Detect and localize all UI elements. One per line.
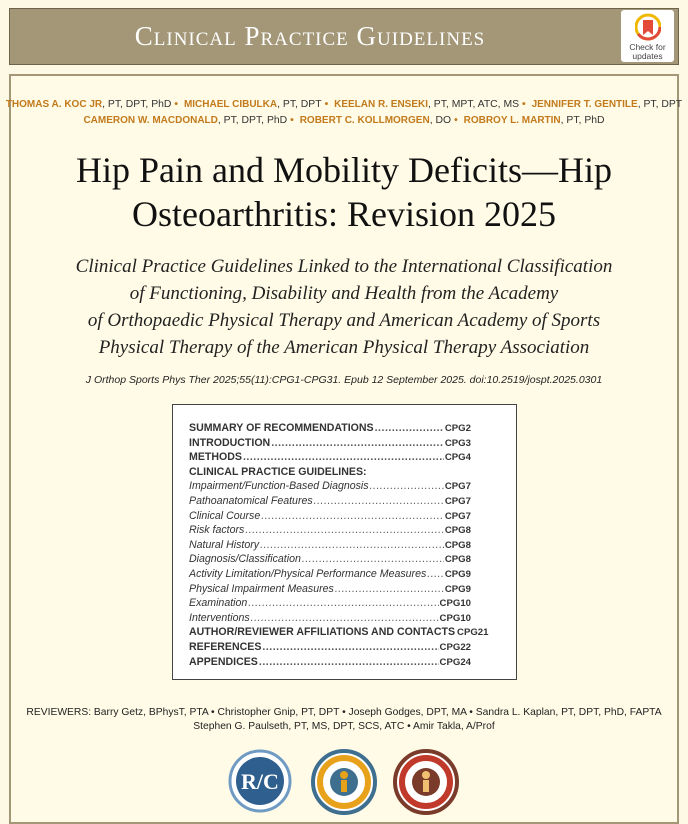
toc-entry[interactable]: [189, 421, 471, 435]
toc-entry[interactable]: [189, 509, 471, 523]
citation: J Orthop Sports Phys Ther 2025;55(11):CPG1-CPG31. Epub 12 September 2025. doi:10.2519/jospt.2025.0301: [85, 374, 603, 386]
toc-dot-leader: [248, 596, 438, 610]
author-name: THOMAS A. KOC JR: [5, 99, 103, 110]
subtitle: Clinical Practice Guidelines Linked to the International Classification of Functioning, Disability and Health from the Academy of Orthopaedic Physical Therapy and American Academy of Sports Physical Therapy of the American Physical Therapy Association: [75, 256, 613, 358]
toc-dot-leader: [370, 479, 444, 493]
toc-entry-page: CPG10: [439, 612, 471, 624]
toc-entry[interactable]: [189, 494, 471, 508]
toc-dot-leader: [251, 611, 439, 625]
toc-entry-label: Examination: [189, 597, 248, 610]
toc-entry-page: CPG10: [439, 598, 471, 610]
toc-entry[interactable]: [189, 567, 471, 581]
toc-entry-label: SUMMARY OF RECOMMENDATIONS: [189, 422, 374, 434]
toc-entry-page: CPG9: [444, 569, 471, 580]
table-of-contents: [172, 404, 517, 680]
toc-entry-page: CPG2: [444, 423, 471, 434]
aasp-logo: [393, 749, 459, 815]
author-name: CAMERON W. MACDONALD: [83, 115, 218, 126]
toc-entry-page: CPG8: [444, 554, 471, 566]
toc-entry-label: Clinical Course: [189, 509, 261, 522]
toc-entry-page: CPG7: [444, 496, 471, 507]
toc-entry-label: AUTHOR/REVIEWER AFFILIATIONS AND CONTACTS: [189, 626, 456, 639]
toc-entry[interactable]: [189, 596, 471, 610]
toc-entry-page: CPG8: [444, 539, 471, 551]
author-line-1: THOMAS A. KOC JR, PT, DPT, PhD • MICHAEL CIBULKA, PT, DPT • KEELAN R. ENSEKI, PT, MPT, ATC, MS • JENNIFER T. GENTILE, PT, DPT: [5, 99, 683, 110]
author-name: ROBROY L. MARTIN: [463, 115, 561, 126]
toc-entry-page: CPG22: [439, 642, 471, 653]
toc-entry[interactable]: [189, 582, 471, 596]
toc-dot-leader: [259, 655, 439, 669]
toc-entry-label: Pathoanatomical Features: [189, 495, 313, 507]
toc-entry-label: Risk factors: [189, 524, 245, 537]
toc-entry-label: Impairment/Function-Based Diagnosis: [189, 480, 369, 493]
toc-dot-leader: [271, 436, 444, 450]
check-for-updates-badge[interactable]: [621, 10, 674, 62]
toc-dot-leader: [245, 523, 444, 537]
toc-entry-label: APPENDICES: [189, 655, 258, 668]
toc-dot-leader: [375, 421, 444, 435]
toc-entry-page: CPG7: [444, 481, 471, 493]
toc-entry-label: INTRODUCTION: [189, 436, 271, 449]
toc-entry-page: CPG4: [444, 452, 471, 464]
toc-entry[interactable]: [189, 625, 489, 639]
header-banner: [9, 8, 679, 65]
author-name: KEELAN R. ENSEKI: [334, 99, 429, 110]
author-name: JENNIFER T. GENTILE: [531, 99, 638, 110]
reviewers: REVIEWERS: Barry Getz, BPhysT, PTA • Christopher Gnip, PT, DPT • Joseph Godges, DPT, MA • Sandra L. Kaplan, PT, DPT, PhD, FAPTA Stephen G. Paulseth, PT, MS, DPT, SCS, ATC • Amir Takla, A/Prof: [26, 707, 662, 732]
toc-entry-label: Natural History: [189, 538, 260, 551]
toc-entry[interactable]: [189, 479, 471, 493]
toc-dot-leader: [261, 509, 444, 523]
toc-entry[interactable]: [189, 436, 471, 450]
toc-entry-label: Diagnosis/Classification: [189, 553, 301, 566]
check-for-updates-label: Check for updates: [629, 42, 666, 61]
page-title: Hip Pain and Mobility Deficits—Hip Osteoarthritis: Revision 2025: [76, 150, 612, 234]
toc-entry[interactable]: [189, 611, 471, 625]
toc-entry-page: CPG24: [439, 656, 471, 668]
toc-entry-page: CPG9: [444, 583, 471, 595]
toc-entry[interactable]: [189, 450, 471, 464]
toc-entry-label: Interventions: [189, 611, 250, 624]
svg-text:R/C: R/C: [241, 769, 279, 794]
toc-entry[interactable]: [189, 465, 471, 479]
banner-title: Clinical Practice Guidelines: [134, 21, 486, 51]
toc-entry-page: CPG7: [444, 510, 471, 522]
toc-entry-label: Activity Limitation/Physical Performance Measures: [189, 568, 427, 580]
author-name: MICHAEL CIBULKA: [183, 99, 278, 110]
toc-entry-page: CPG21: [457, 627, 489, 639]
bookmark-icon: [635, 13, 661, 43]
toc-dot-leader: [262, 640, 438, 654]
toc-entry-label: METHODS: [189, 451, 242, 464]
toc-entry[interactable]: [189, 538, 471, 552]
aopt-logo: [311, 749, 377, 815]
author-name: ROBERT C. KOLLMORGEN: [299, 115, 430, 126]
author-line-2: CAMERON W. MACDONALD, PT, DPT, PhD • ROBERT C. KOLLMORGEN, DO • ROBROY L. MARTIN, PT, PhD: [83, 115, 605, 126]
toc-dot-leader: [427, 567, 444, 581]
toc-entry-label: Physical Impairment Measures: [189, 582, 334, 595]
toc-dot-leader: [335, 582, 444, 596]
author-list: [0, 97, 688, 129]
toc-entry-label: REFERENCES: [189, 641, 262, 653]
toc-dot-leader: [302, 552, 444, 566]
toc-entry[interactable]: [189, 552, 471, 566]
toc-dot-leader: [260, 538, 444, 552]
toc-dot-leader: [314, 494, 444, 508]
toc-entry-page: CPG8: [444, 525, 471, 537]
rfc-logo: [228, 749, 292, 813]
toc-entry[interactable]: [189, 523, 471, 537]
toc-entry[interactable]: [189, 640, 471, 654]
toc-entry-label: CLINICAL PRACTICE GUIDELINES:: [189, 465, 367, 478]
toc-entry[interactable]: [189, 655, 471, 669]
toc-entry-page: CPG3: [444, 437, 471, 449]
toc-dot-leader: [243, 450, 444, 464]
